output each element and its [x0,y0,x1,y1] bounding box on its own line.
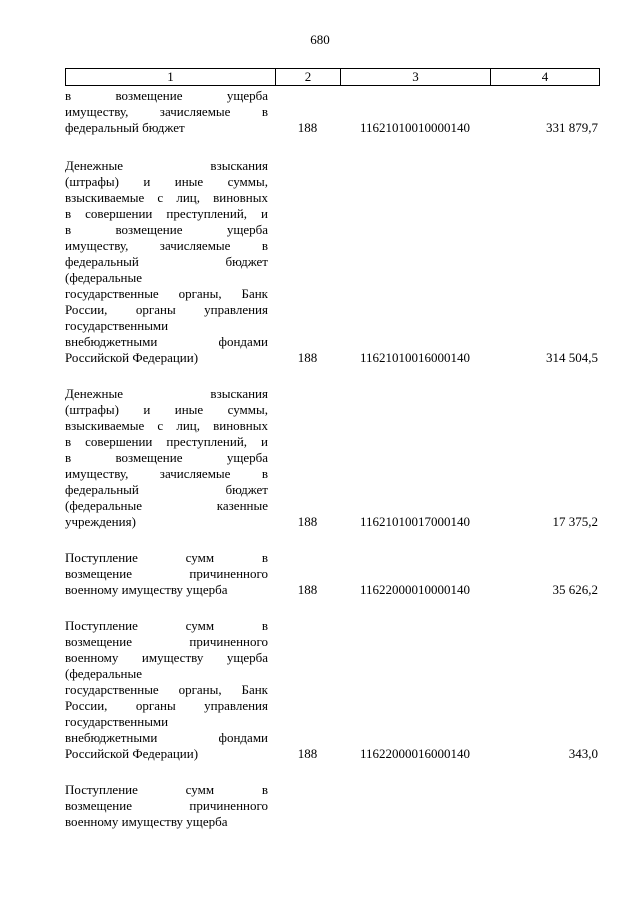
row-name-line: в возмещение ущерба [65,450,268,465]
row-name-line: имуществу, зачисляемые в [65,104,268,119]
row-name-line: возмещение причиненного [65,566,268,581]
row-amount: 343,0 [568,746,598,761]
row-name-line: Поступление сумм в [65,550,268,565]
row-name-line: Поступление сумм в [65,782,268,797]
row-name-line: в возмещение ущерба [65,222,268,237]
row-name-line: Российской Федерации) [65,350,199,365]
header-col-3: 3 [341,69,491,85]
row-name-line: государственные органы, Банк [65,682,268,697]
row-name-line: внебюджетными фондами [65,730,268,745]
row-name-line: Российской Федерации) [65,746,199,761]
row-name-line: военному имуществу ущерба [65,814,228,829]
row-name-line: государственные органы, Банк [65,286,268,301]
row-admin-code: 188 [297,746,318,761]
row-classification-code: 11621010010000140 [359,120,471,135]
header-col-4: 4 [541,69,549,84]
table-row [65,782,600,830]
row-admin-code: 188 [297,514,318,529]
row-name-line: взыскиваемые с лиц, виновных [65,418,268,433]
row-name [65,782,275,830]
row-name [65,550,275,598]
header-col-1: 1 [66,69,276,85]
row-name-line: федеральный бюджет [65,254,268,269]
row-amount: 314 504,5 [546,350,598,365]
row-name-line: в совершении преступлений, и [65,434,268,449]
row-admin-code: 188 [297,582,318,597]
row-classification-code: 11621010016000140 [359,350,471,365]
row-name [65,158,275,366]
table-body [65,88,600,850]
row-name-line: (штрафы) и иные суммы, [65,402,268,417]
row-classification-code: 11622000016000140 [359,746,471,761]
row-amount: 35 626,2 [552,582,598,597]
row-name-line: Денежные взыскания [65,158,268,173]
row-name-line: (федеральные [65,666,142,681]
row-name-line: Денежные взыскания [65,386,268,401]
row-name [65,618,275,762]
row-name-line: возмещение причиненного [65,798,268,813]
row-amount: 331 879,7 [546,120,598,135]
row-name-line: России, органы управления [65,698,268,713]
row-name-line: в возмещение ущерба [65,88,268,103]
row-name-line: взыскиваемые с лиц, виновных [65,190,268,205]
row-classification-code: 11622000010000140 [359,582,471,597]
table-row [65,386,600,530]
row-name-line: имуществу, зачисляемые в [65,466,268,481]
row-name-line: федеральный бюджет [65,482,268,497]
row-name-line: имуществу, зачисляемые в [65,238,268,253]
row-classification-code: 11621010017000140 [359,514,471,529]
row-name-line: (федеральные [65,270,142,285]
row-name-line: федеральный бюджет [65,120,185,135]
row-name-line: государственными [65,714,169,729]
header-col-2: 2 [276,69,341,85]
table-row [65,550,600,598]
row-admin-code: 188 [297,350,318,365]
row-name-line: (штрафы) и иные суммы, [65,174,268,189]
table-row [65,618,600,762]
row-name-line: Поступление сумм в [65,618,268,633]
row-name-line: военному имуществу ущерба [65,650,268,665]
row-name-line: возмещение причиненного [65,634,268,649]
row-name-line: внебюджетными фондами [65,334,268,349]
row-name-line: (федеральные казенные [65,498,268,513]
row-name [65,88,275,136]
row-name-line: государственными [65,318,169,333]
row-name-line: в совершении преступлений, и [65,206,268,221]
row-amount: 17 375,2 [552,514,598,529]
table-row [65,88,600,136]
table-row [65,158,600,366]
row-admin-code: 188 [297,120,318,135]
row-name-line: учреждения) [65,514,136,529]
row-name-line: военному имуществу ущерба [65,582,228,597]
row-name [65,386,275,530]
table-header [65,68,600,86]
page-number: 680 [310,32,330,47]
row-name-line: России, органы управления [65,302,268,317]
